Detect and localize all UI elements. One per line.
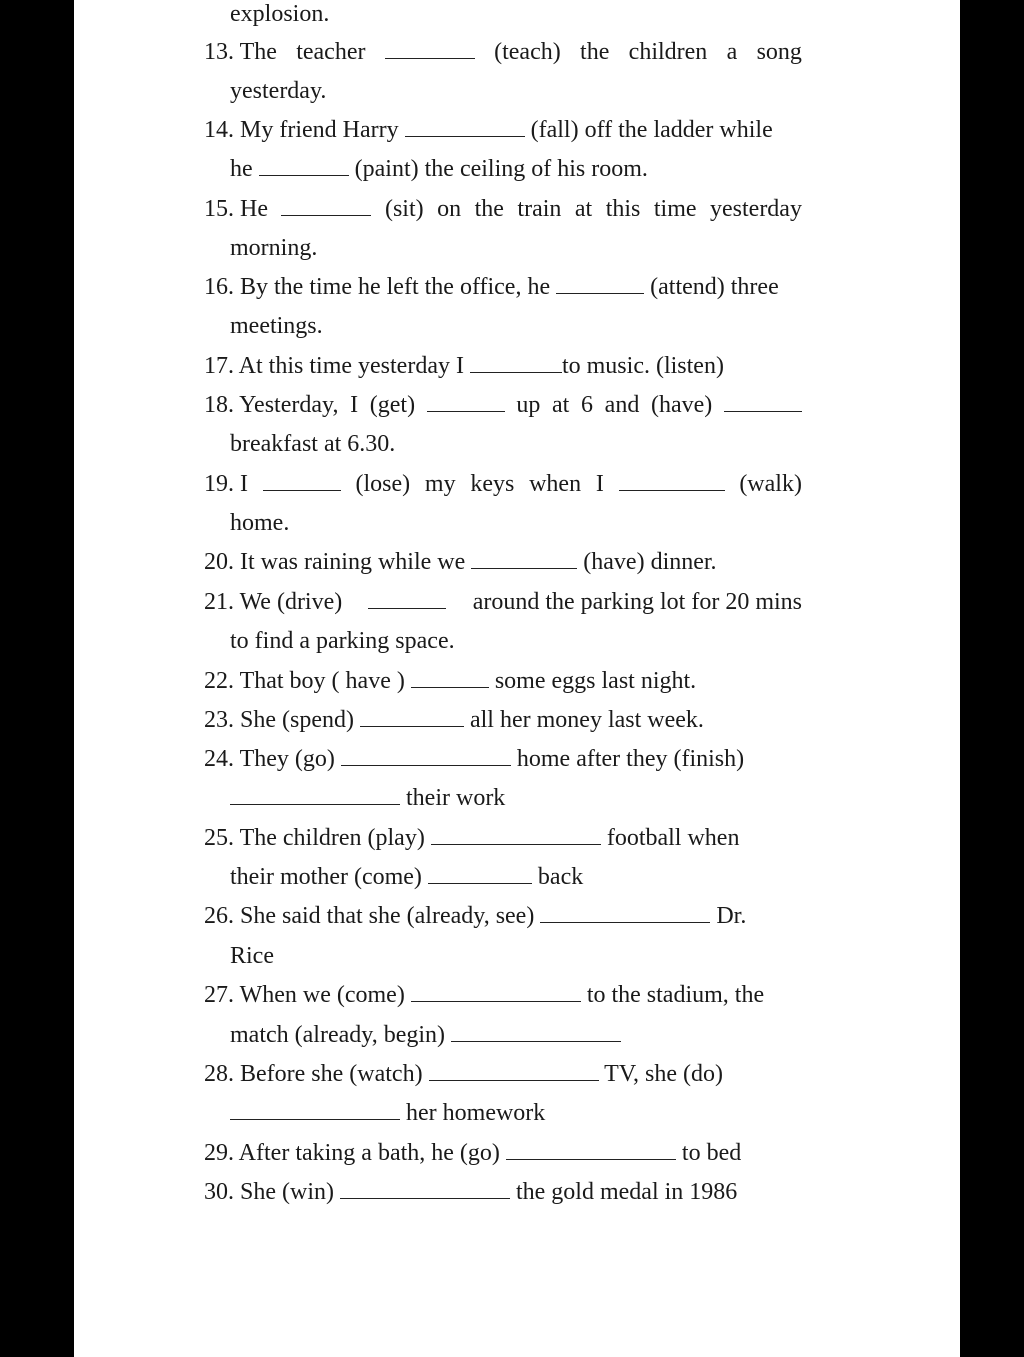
- question-18-line-2: breakfast at 6.30.: [230, 431, 396, 457]
- question-14-line-2: he (paint) the ceiling of his room.: [230, 156, 648, 182]
- answer-blank[interactable]: [411, 667, 489, 688]
- worksheet-page: [74, 0, 960, 1357]
- answer-blank[interactable]: [230, 784, 400, 805]
- question-13-line-1: 13. The teacher (teach) the children a song: [204, 39, 802, 65]
- answer-blank[interactable]: [556, 273, 644, 294]
- answer-blank[interactable]: [429, 1060, 599, 1081]
- answer-blank[interactable]: [428, 863, 532, 884]
- question-16-line-2: meetings.: [230, 313, 323, 339]
- question-24-line-1: 24. They (go) home after they (finish): [204, 746, 745, 772]
- question-25-line-1: 25. The children (play) football when: [204, 825, 740, 851]
- question-18-line-1: 18. Yesterday, I (get) up at 6 and (have): [204, 391, 802, 419]
- question-20: 20. It was raining while we (have) dinner.: [204, 549, 717, 575]
- question-15-line-2: morning.: [230, 235, 318, 261]
- question-21-line-1: 21. We (drive) around the parking lot for 20 mins: [204, 589, 802, 615]
- answer-blank[interactable]: [281, 195, 371, 216]
- question-30: 30. She (win) the gold medal in 1986: [204, 1179, 738, 1205]
- question-21-line-2: to find a parking space.: [230, 628, 455, 654]
- answer-blank[interactable]: [471, 548, 577, 569]
- question-28-line-1: 28. Before she (watch) TV, she (do): [204, 1061, 724, 1087]
- question-23: 23. She (spend) all her money last week.: [204, 707, 704, 733]
- question-14-line-1: 14. My friend Harry (fall) off the ladder while: [204, 117, 773, 143]
- answer-blank[interactable]: [368, 588, 446, 609]
- answer-blank[interactable]: [411, 981, 581, 1002]
- answer-blank[interactable]: [360, 706, 464, 727]
- answer-blank[interactable]: [385, 38, 475, 59]
- question-29: 29. After taking a bath, he (go) to bed: [204, 1140, 742, 1166]
- question-17: 17. At this time yesterday I to music. (listen): [204, 353, 724, 379]
- question-28-line-2: her homework: [230, 1099, 545, 1127]
- answer-blank[interactable]: [405, 116, 525, 137]
- question-26-line-2: Rice: [230, 943, 274, 969]
- answer-blank[interactable]: [619, 470, 725, 491]
- question-13-line-2: yesterday.: [230, 78, 327, 104]
- question-26-line-1: 26. She said that she (already, see) Dr.: [204, 903, 747, 929]
- question-22: 22. That boy ( have ) some eggs last night.: [204, 668, 697, 694]
- answer-blank[interactable]: [427, 391, 505, 412]
- question-16-line-1: 16. By the time he left the office, he (attend) three: [204, 274, 779, 300]
- answer-blank[interactable]: [263, 470, 341, 491]
- answer-blank[interactable]: [340, 1178, 510, 1199]
- answer-blank[interactable]: [506, 1139, 676, 1160]
- question-15-line-1: 15. He (sit) on the train at this time yesterday: [204, 196, 802, 222]
- answer-blank[interactable]: [230, 1099, 400, 1120]
- question-27-line-1: 27. When we (come) to the stadium, the: [204, 982, 765, 1008]
- answer-blank[interactable]: [540, 902, 710, 923]
- continuation-line: explosion.: [230, 1, 330, 27]
- answer-blank[interactable]: [341, 745, 511, 766]
- question-24-line-2: their work: [230, 784, 505, 812]
- question-19-line-1: 19. I (lose) my keys when I (walk): [204, 471, 802, 497]
- question-19-line-2: home.: [230, 510, 290, 536]
- answer-blank[interactable]: [724, 391, 802, 412]
- answer-blank[interactable]: [451, 1021, 621, 1042]
- answer-blank[interactable]: [431, 824, 601, 845]
- question-25-line-2: their mother (come) back: [230, 864, 584, 890]
- question-27-line-2: match (already, begin): [230, 1021, 621, 1049]
- answer-blank[interactable]: [259, 155, 349, 176]
- answer-blank[interactable]: [470, 352, 562, 373]
